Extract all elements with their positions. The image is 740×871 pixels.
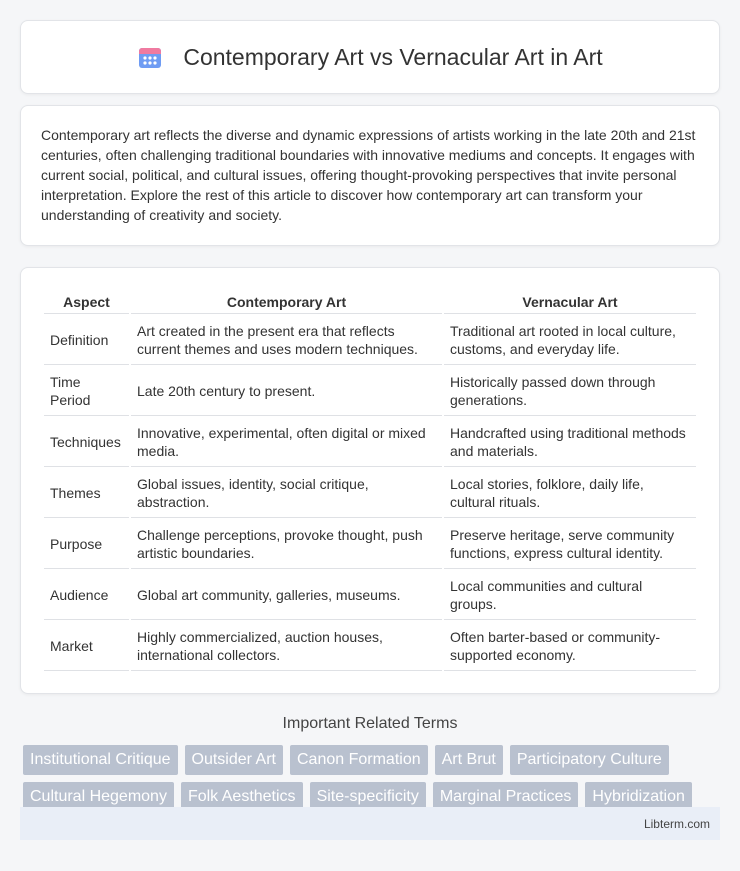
comparison-table [42,288,698,673]
term-tag[interactable]: Marginal Practices [433,782,579,812]
intro-card [20,105,720,246]
term-tag[interactable]: Hybridization [585,782,691,812]
table-row [44,571,696,620]
aspect-cell: Purpose [44,520,129,569]
table-row [44,316,696,365]
header-contemporary: Contemporary Art [131,290,442,314]
aspect-cell: Definition [44,316,129,365]
term-tag[interactable]: Cultural Hegemony [23,782,174,812]
term-tag[interactable]: Participatory Culture [510,745,669,775]
vernacular-cell: Handcrafted using traditional methods and materials. [444,418,696,467]
footer [20,807,720,840]
table-row [44,622,696,671]
footer-brand-link[interactable]: Libterm.com [643,816,710,831]
table-header-row [44,290,696,314]
aspect-cell: Techniques [44,418,129,467]
header-aspect: Aspect [44,290,129,314]
aspect-cell: Market [44,622,129,671]
term-tag[interactable]: Canon Formation [290,745,428,775]
intro-text: Contemporary art reflects the diverse and dynamic expressions of artists working in the late 20th and 21st centuries, often challenging traditional boundaries with innovative mediums and concepts. It engages with current social, political, and cultural issues, offering thought-provoking perspectives that invite personal interpretation. Explore the rest of this article to discover how contemporary art can transform your understanding of creativity and society. [41,127,696,223]
aspect-cell: Themes [44,469,129,518]
table-row [44,418,696,467]
table-row [44,367,696,416]
term-tag[interactable]: Art Brut [435,745,503,775]
related-terms-title: Important Related Terms [282,715,458,732]
vernacular-cell: Local communities and cultural groups. [444,571,696,620]
contemporary-cell: Global art community, galleries, museums. [131,571,442,620]
contemporary-cell: Art created in the present era that reflects current themes and uses modern techniques. [131,316,442,365]
contemporary-cell: Late 20th century to present. [131,367,442,416]
page-title: Contemporary Art vs Vernacular Art in Art [183,43,603,70]
header-card [20,20,720,94]
vernacular-cell: Local stories, folklore, daily life, cultural rituals. [444,469,696,518]
calendar-grid-icon [137,44,163,70]
header-vernacular: Vernacular Art [444,290,696,314]
term-tag[interactable]: Site-specificity [310,782,426,812]
vernacular-cell: Historically passed down through generations. [444,367,696,416]
contemporary-cell: Innovative, experimental, often digital or mixed media. [131,418,442,467]
comparison-table-card [20,267,720,694]
table-row [44,520,696,569]
contemporary-cell: Global issues, identity, social critique, abstraction. [131,469,442,518]
contemporary-cell: Challenge perceptions, provoke thought, push artistic boundaries. [131,520,442,569]
vernacular-cell: Traditional art rooted in local culture, customs, and everyday life. [444,316,696,365]
term-tag[interactable]: Institutional Critique [23,745,178,775]
vernacular-cell: Preserve heritage, serve community functions, express cultural identity. [444,520,696,569]
table-row [44,469,696,518]
term-tag[interactable]: Folk Aesthetics [181,782,303,812]
term-tag[interactable]: Outsider Art [185,745,283,775]
aspect-cell: Time Period [44,367,129,416]
contemporary-cell: Highly commercialized, auction houses, international collectors. [131,622,442,671]
aspect-cell: Audience [44,571,129,620]
vernacular-cell: Often barter-based or community-supported economy. [444,622,696,671]
